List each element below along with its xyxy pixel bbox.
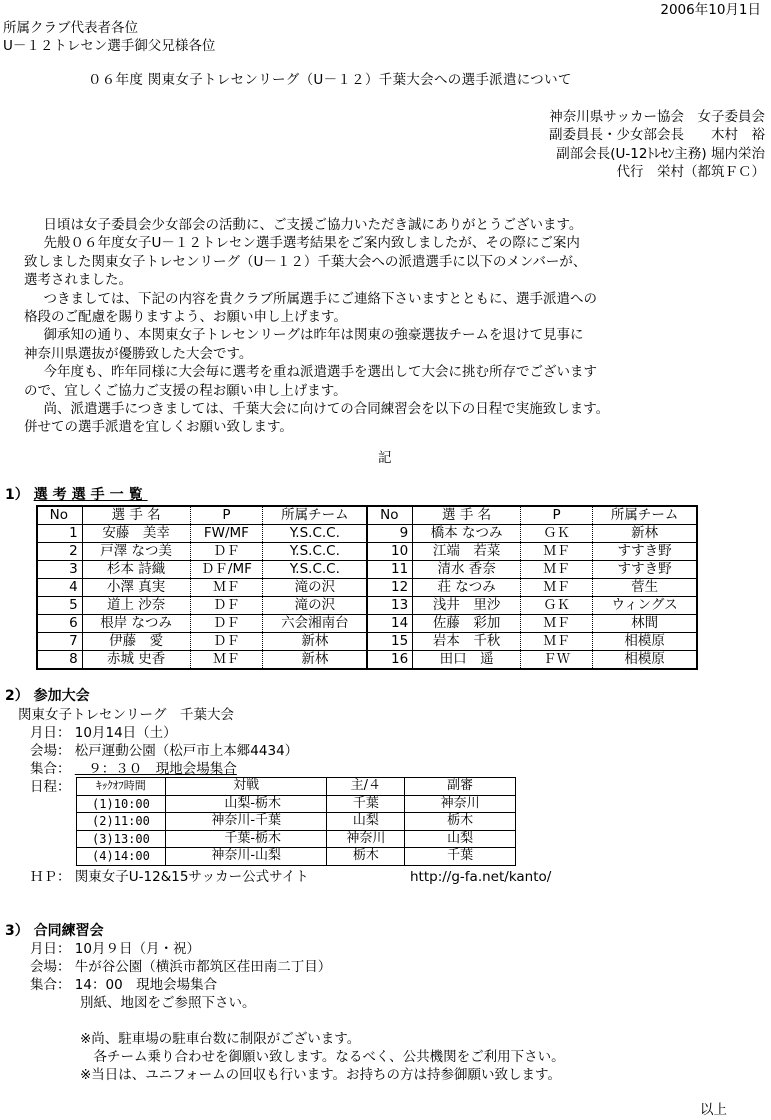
addressee-parents: U－１２トレセン選手御父兄様各位 <box>3 38 216 54</box>
player-no: 4 <box>37 579 82 597</box>
schedule-time: (3)13:00 <box>77 830 166 848</box>
player-team: 林間 <box>593 615 697 633</box>
schedule-match: 千葉-栃木 <box>165 830 327 848</box>
player-name: 赤城 史香 <box>82 651 190 670</box>
body-line: ので、宜しくご協力ご支援の程お願い申し上げます。 <box>24 382 347 399</box>
player-team: 新林 <box>593 525 697 543</box>
schedule-row <box>77 813 516 831</box>
section1-heading <box>5 487 148 504</box>
player-name: 安藤 美幸 <box>82 525 190 543</box>
section1-number: 1） <box>5 487 29 503</box>
player-position: ＤＦ <box>190 633 263 651</box>
schedule-main-referee: 千葉 <box>327 795 405 813</box>
header-pos: P <box>521 506 593 525</box>
event-date-label: 月日： <box>30 725 71 741</box>
player-no: 7 <box>37 633 82 651</box>
schedule-row <box>77 795 516 813</box>
document-title: ０６年度 関東女子トレセンリーグ（U－１２）千葉大会への選手派遣について <box>88 72 572 88</box>
schedule-assistant-referee: 栃木 <box>405 813 516 831</box>
schedule-header-main: 主/４ <box>327 778 405 796</box>
header-name: 選 手 名 <box>82 506 190 525</box>
practice-venue: 牛が谷公園（横浜市都筑区荏田南二丁目） <box>74 959 332 975</box>
player-no: 1 <box>37 525 82 543</box>
body-line: 選考されました。 <box>24 272 132 289</box>
body-line: 御承知の通り、本関東女子トレセンリーグは昨年は関東の強豪選抜チームを退けて見事に <box>30 327 584 344</box>
player-team: 相模原 <box>593 651 697 670</box>
schedule-main-referee: 山梨 <box>327 813 405 831</box>
sender-vice-chair: 副委員長・少女部会長 木村 裕 <box>549 127 765 143</box>
player-team: Y.S.C.C. <box>263 543 368 561</box>
player-row <box>37 579 697 597</box>
player-table-header <box>37 506 697 525</box>
player-team: ウィングス <box>593 597 697 615</box>
practice-note-parking: ※尚、駐車場の駐車台数に制限がございます。 <box>80 1031 361 1047</box>
event-date-row <box>30 725 177 742</box>
player-row <box>37 561 697 579</box>
player-name: 小澤 真実 <box>82 579 190 597</box>
schedule-header-time: ｷｯｸｵﾌ時間 <box>77 778 166 796</box>
player-no: 12 <box>367 579 412 597</box>
player-position: ＭＦ <box>521 633 593 651</box>
player-position: ＭＦ <box>521 561 593 579</box>
header-team: 所属チーム <box>593 506 697 525</box>
event-venue: 松戸運動公園（松戸市上本郷4434） <box>74 743 299 759</box>
player-name: 荘 なつみ <box>413 579 521 597</box>
sender-vice-head: 副部会長(U-12ﾄﾚｾﾝ主務) 堀内栄治 <box>556 146 765 162</box>
player-no: 3 <box>37 561 82 579</box>
practice-meet-label: 集合： <box>30 977 71 993</box>
schedule-header-sub: 副審 <box>405 778 516 796</box>
practice-venue-row <box>30 959 331 976</box>
player-position: ＤＦ <box>190 615 263 633</box>
schedule-match: 神奈川-山梨 <box>165 848 327 866</box>
player-team: Y.S.C.C. <box>263 525 368 543</box>
body-line: 格段のご配慮を賜りますよう、お願い申し上げます。 <box>24 309 347 326</box>
schedule-assistant-referee: 千葉 <box>405 848 516 866</box>
schedule-header <box>77 778 516 796</box>
body-paragraphs <box>24 216 610 437</box>
player-position: FW/MF <box>190 525 263 543</box>
player-position: ＭＦ <box>190 651 263 670</box>
player-no: 15 <box>367 633 412 651</box>
header-pos: P <box>190 506 263 525</box>
player-name: 根岸 なつみ <box>82 615 190 633</box>
player-name: 佐藤 彩加 <box>413 615 521 633</box>
player-no: 14 <box>367 615 412 633</box>
player-no: 13 <box>367 597 412 615</box>
player-position: ＦＷ <box>521 651 593 670</box>
player-name: 江端 若菜 <box>413 543 521 561</box>
player-no: 10 <box>367 543 412 561</box>
player-team: 滝の沢 <box>263 579 368 597</box>
hp-site-name: 関東女子U-12&15サッカー公式サイト <box>74 869 309 885</box>
player-no: 5 <box>37 597 82 615</box>
schedule-assistant-referee: 神奈川 <box>405 795 516 813</box>
schedule-row <box>77 848 516 866</box>
player-row <box>37 615 697 633</box>
header-team: 所属チーム <box>263 506 368 525</box>
body-line: 尚、派遣選手につきましては、千葉大会に向けての合同練習会を以下の日程で実施致します。 <box>30 401 610 418</box>
schedule-row <box>77 830 516 848</box>
practice-note-uniform: ※当日は、ユニフォームの回収も行います。お持ちの方は持参御願い致します。 <box>80 1067 561 1083</box>
section2-number: 2） <box>5 688 29 704</box>
player-name: 岩本 千秋 <box>413 633 521 651</box>
player-no: 9 <box>367 525 412 543</box>
player-no: 6 <box>37 615 82 633</box>
practice-date-row <box>30 941 200 958</box>
player-team: 新林 <box>263 633 368 651</box>
event-meet-label: 集合： <box>30 761 71 777</box>
player-team: 滝の沢 <box>263 597 368 615</box>
player-team: Y.S.C.C. <box>263 561 368 579</box>
practice-meet-row <box>30 977 217 994</box>
event-date: 10月14日（土） <box>74 725 177 741</box>
player-no: 11 <box>367 561 412 579</box>
schedule-time: (2)11:00 <box>77 813 166 831</box>
schedule-time: (1)10:00 <box>77 795 166 813</box>
body-line: 併せての選手派遣を宜しくお願い致します。 <box>24 419 293 436</box>
schedule-main-referee: 神奈川 <box>327 830 405 848</box>
player-name: 杉本 詩織 <box>82 561 190 579</box>
schedule-assistant-referee: 山梨 <box>405 830 516 848</box>
player-team: 六会湘南台 <box>263 615 368 633</box>
player-position: ＭＦ <box>190 579 263 597</box>
player-name: 浅井 里沙 <box>413 597 521 615</box>
document-date: 2006年10月1日 <box>660 2 761 18</box>
player-team: すすき野 <box>593 561 697 579</box>
header-no: No <box>37 506 82 525</box>
body-line: 致しました関東女子トレセンリーグ（U－１２）千葉大会への派遣選手に以下のメンバーが、 <box>24 253 587 270</box>
player-name: 戸澤 なつ美 <box>82 543 190 561</box>
body-line: 日頃は女子委員会少女部会の活動に、ご支援ご協力いただき誠にありがとうございます。 <box>30 217 583 233</box>
player-name: 橋本 なつみ <box>413 525 521 543</box>
sender-org: 神奈川県サッカー協会 女子委員会 <box>549 109 765 125</box>
section2-title: 参加大会 <box>33 688 90 704</box>
player-table <box>36 505 698 670</box>
player-row <box>37 597 697 615</box>
sender-deputy: 代行 栄村（都筑ＦＣ） <box>616 164 765 180</box>
ki-marker: 記 <box>378 450 392 466</box>
player-no: 8 <box>37 651 82 670</box>
event-meet: ９：３０ 現地会場集合 <box>74 761 237 777</box>
practice-date-label: 月日： <box>30 941 71 957</box>
player-no: 16 <box>367 651 412 670</box>
hp-label: ＨＰ： <box>30 869 71 885</box>
player-position: ＧＫ <box>521 597 593 615</box>
player-position: ＤＦ <box>190 543 263 561</box>
section3-title: 合同練習会 <box>33 923 104 939</box>
schedule-main-referee: 栃木 <box>327 848 405 866</box>
section1-title: 選考選手一覧 <box>33 487 148 503</box>
event-meet-row <box>30 761 237 778</box>
body-line: 今年度も、昨年同様に大会毎に選考を重ね派遣選手を選出して大会に挑む所存でございます <box>30 364 597 381</box>
body-line: 先般０６年度女子U－１２トレセン選手選考結果をご案内致しましたが、その際にご案内 <box>30 235 580 252</box>
player-position: ＤＦ <box>190 597 263 615</box>
schedule-table <box>76 777 516 866</box>
event-name: 関東女子トレセンリーグ 千葉大会 <box>18 707 234 723</box>
practice-date: 10月９日（月・祝） <box>74 941 200 957</box>
player-position: ＭＦ <box>521 579 593 597</box>
hp-url-link[interactable]: http://g-fa.net/kanto/ <box>410 869 552 885</box>
player-position: ＧＫ <box>521 525 593 543</box>
player-name: 清水 香奈 <box>413 561 521 579</box>
player-row <box>37 633 697 651</box>
player-team: 菅生 <box>593 579 697 597</box>
player-position: ＭＦ <box>521 543 593 561</box>
closing-mark: 以上 <box>700 1102 727 1118</box>
player-row <box>37 525 697 543</box>
player-team: 相模原 <box>593 633 697 651</box>
header-no: No <box>367 506 412 525</box>
schedule-match: 神奈川-千葉 <box>165 813 327 831</box>
section2-heading <box>5 688 90 705</box>
hp-row <box>30 869 309 886</box>
player-team: 新林 <box>263 651 368 670</box>
player-name: 道上 沙奈 <box>82 597 190 615</box>
player-position: ＭＦ <box>521 615 593 633</box>
body-line: 神奈川県選抜が優勝致した大会です。 <box>24 345 253 362</box>
player-team: すすき野 <box>593 543 697 561</box>
player-name: 伊藤 愛 <box>82 633 190 651</box>
header-name: 選 手 名 <box>413 506 521 525</box>
event-venue-row <box>30 743 298 760</box>
body-line: つきましては、下記の内容を貴クラブ所属選手にご連絡下さいますとともに、選手派遣への <box>30 290 597 307</box>
practice-map-note: 別紙、地図をご参照下さい。 <box>80 995 256 1011</box>
player-row <box>37 651 697 670</box>
player-name: 田口 遥 <box>413 651 521 670</box>
addressee-clubs: 所属クラブ代表者各位 <box>3 20 138 36</box>
practice-note-carpool: 各チーム乗り合わせを御願い致します。なるべく、公共機関をご利用下さい。 <box>80 1049 565 1065</box>
practice-venue-label: 会場： <box>30 959 71 975</box>
section3-number: 3） <box>5 923 29 939</box>
schedule-header-match: 対戦 <box>165 778 327 796</box>
schedule-time: (4)14:00 <box>77 848 166 866</box>
practice-meet: 14：00 現地会場集合 <box>74 977 218 993</box>
event-venue-label: 会場： <box>30 743 71 759</box>
section3-heading <box>5 923 104 940</box>
schedule-label: 日程： <box>30 779 71 795</box>
player-row <box>37 543 697 561</box>
player-no: 2 <box>37 543 82 561</box>
player-position: ＤＦ/MF <box>190 561 263 579</box>
schedule-match: 山梨-栃木 <box>165 795 327 813</box>
